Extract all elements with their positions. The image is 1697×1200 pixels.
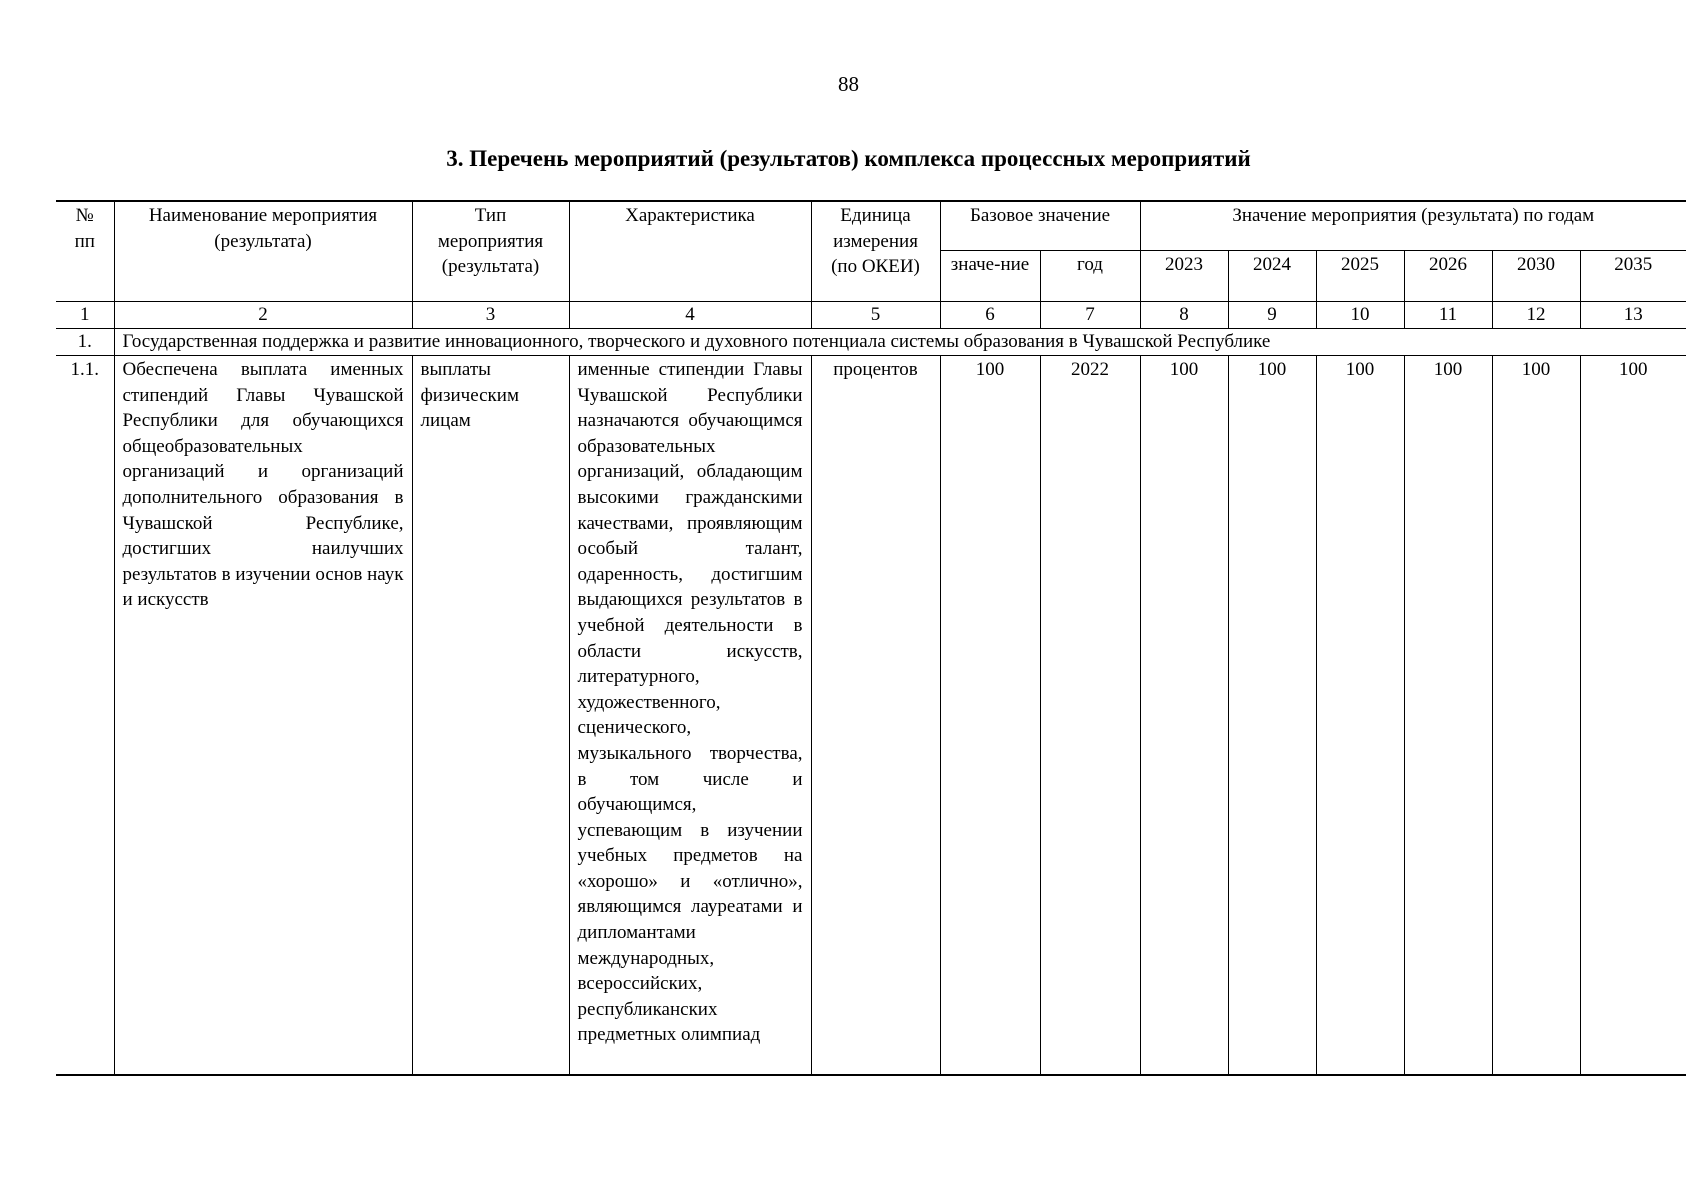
header-base-value: значе-ние <box>940 251 1040 302</box>
column-number: 1 <box>56 302 114 329</box>
header-name: Наименование мероприятия (результата) <box>114 201 412 302</box>
page-number: 88 <box>838 72 859 96</box>
header-characteristic: Характеристика <box>569 201 811 302</box>
value-2035: 100 <box>1580 356 1686 1076</box>
column-number: 3 <box>412 302 569 329</box>
column-number: 9 <box>1228 302 1316 329</box>
base-value: 100 <box>940 356 1040 1076</box>
column-number-row <box>56 302 1686 329</box>
column-number: 13 <box>1580 302 1686 329</box>
header-unit: Единица измерения (по ОКЕИ) <box>811 201 940 302</box>
header-year-2025: 2025 <box>1316 251 1404 302</box>
header-row-1 <box>56 201 1686 251</box>
header-by-years: Значение мероприятия (результата) по годам <box>1140 201 1686 251</box>
value-2023: 100 <box>1140 356 1228 1076</box>
value-2025: 100 <box>1316 356 1404 1076</box>
base-year: 2022 <box>1040 356 1140 1076</box>
value-2024: 100 <box>1228 356 1316 1076</box>
column-number: 11 <box>1404 302 1492 329</box>
header-year-2024: 2024 <box>1228 251 1316 302</box>
table-row <box>56 356 1686 1076</box>
header-year-2030: 2030 <box>1492 251 1580 302</box>
column-number: 2 <box>114 302 412 329</box>
section-row <box>56 329 1686 356</box>
header-year-2026: 2026 <box>1404 251 1492 302</box>
value-2026: 100 <box>1404 356 1492 1076</box>
header-type: Тип мероприятия (результата) <box>412 201 569 302</box>
column-number: 6 <box>940 302 1040 329</box>
header-year-2023: 2023 <box>1140 251 1228 302</box>
header-base: Базовое значение <box>940 201 1140 251</box>
section-number: 1. <box>56 329 114 356</box>
measure-characteristic: именные стипендии Главы Чувашской Республики назначаются обучающимся образовательных организаций, обладающим высокими гражданскими качествами, проявляющим особый талант, одаренность, достигшим выдающихся результатов в учебной деятельности в области искусств, литературного, художественного, сценического, музыкального творчества, в том числе и обучающимся, успевающим в изучении учебных предметов на «хорошо» и «отлично», являющимся лауреатами и дипломантами международных, всероссийских, республиканских предметных олимпиад <box>569 356 811 1076</box>
document-title: 3. Перечень мероприятий (результатов) комплекса процессных мероприятий <box>446 146 1251 171</box>
column-number: 5 <box>811 302 940 329</box>
section-title: Государственная поддержка и развитие инновационного, творческого и духовного потенциала системы образования в Чувашской Республике <box>114 329 1686 356</box>
measure-name: Обеспечена выплата именных стипендий Главы Чувашской Республики для обучающихся общеобразовательных организаций и организаций дополнительного образования в Чувашской Республике, достигших наилучших результатов в изучении основ наук и искусств <box>114 356 412 1076</box>
header-base-year: год <box>1040 251 1140 302</box>
row-number: 1.1. <box>56 356 114 1076</box>
header-year-2035: 2035 <box>1580 251 1686 302</box>
column-number: 8 <box>1140 302 1228 329</box>
measure-unit: процентов <box>811 356 940 1076</box>
column-number: 7 <box>1040 302 1140 329</box>
column-number: 12 <box>1492 302 1580 329</box>
column-number: 4 <box>569 302 811 329</box>
column-number: 10 <box>1316 302 1404 329</box>
value-2030: 100 <box>1492 356 1580 1076</box>
measures-table <box>56 200 1686 1076</box>
header-num: № пп <box>56 201 114 302</box>
measure-type: выплаты физическим лицам <box>412 356 569 1076</box>
